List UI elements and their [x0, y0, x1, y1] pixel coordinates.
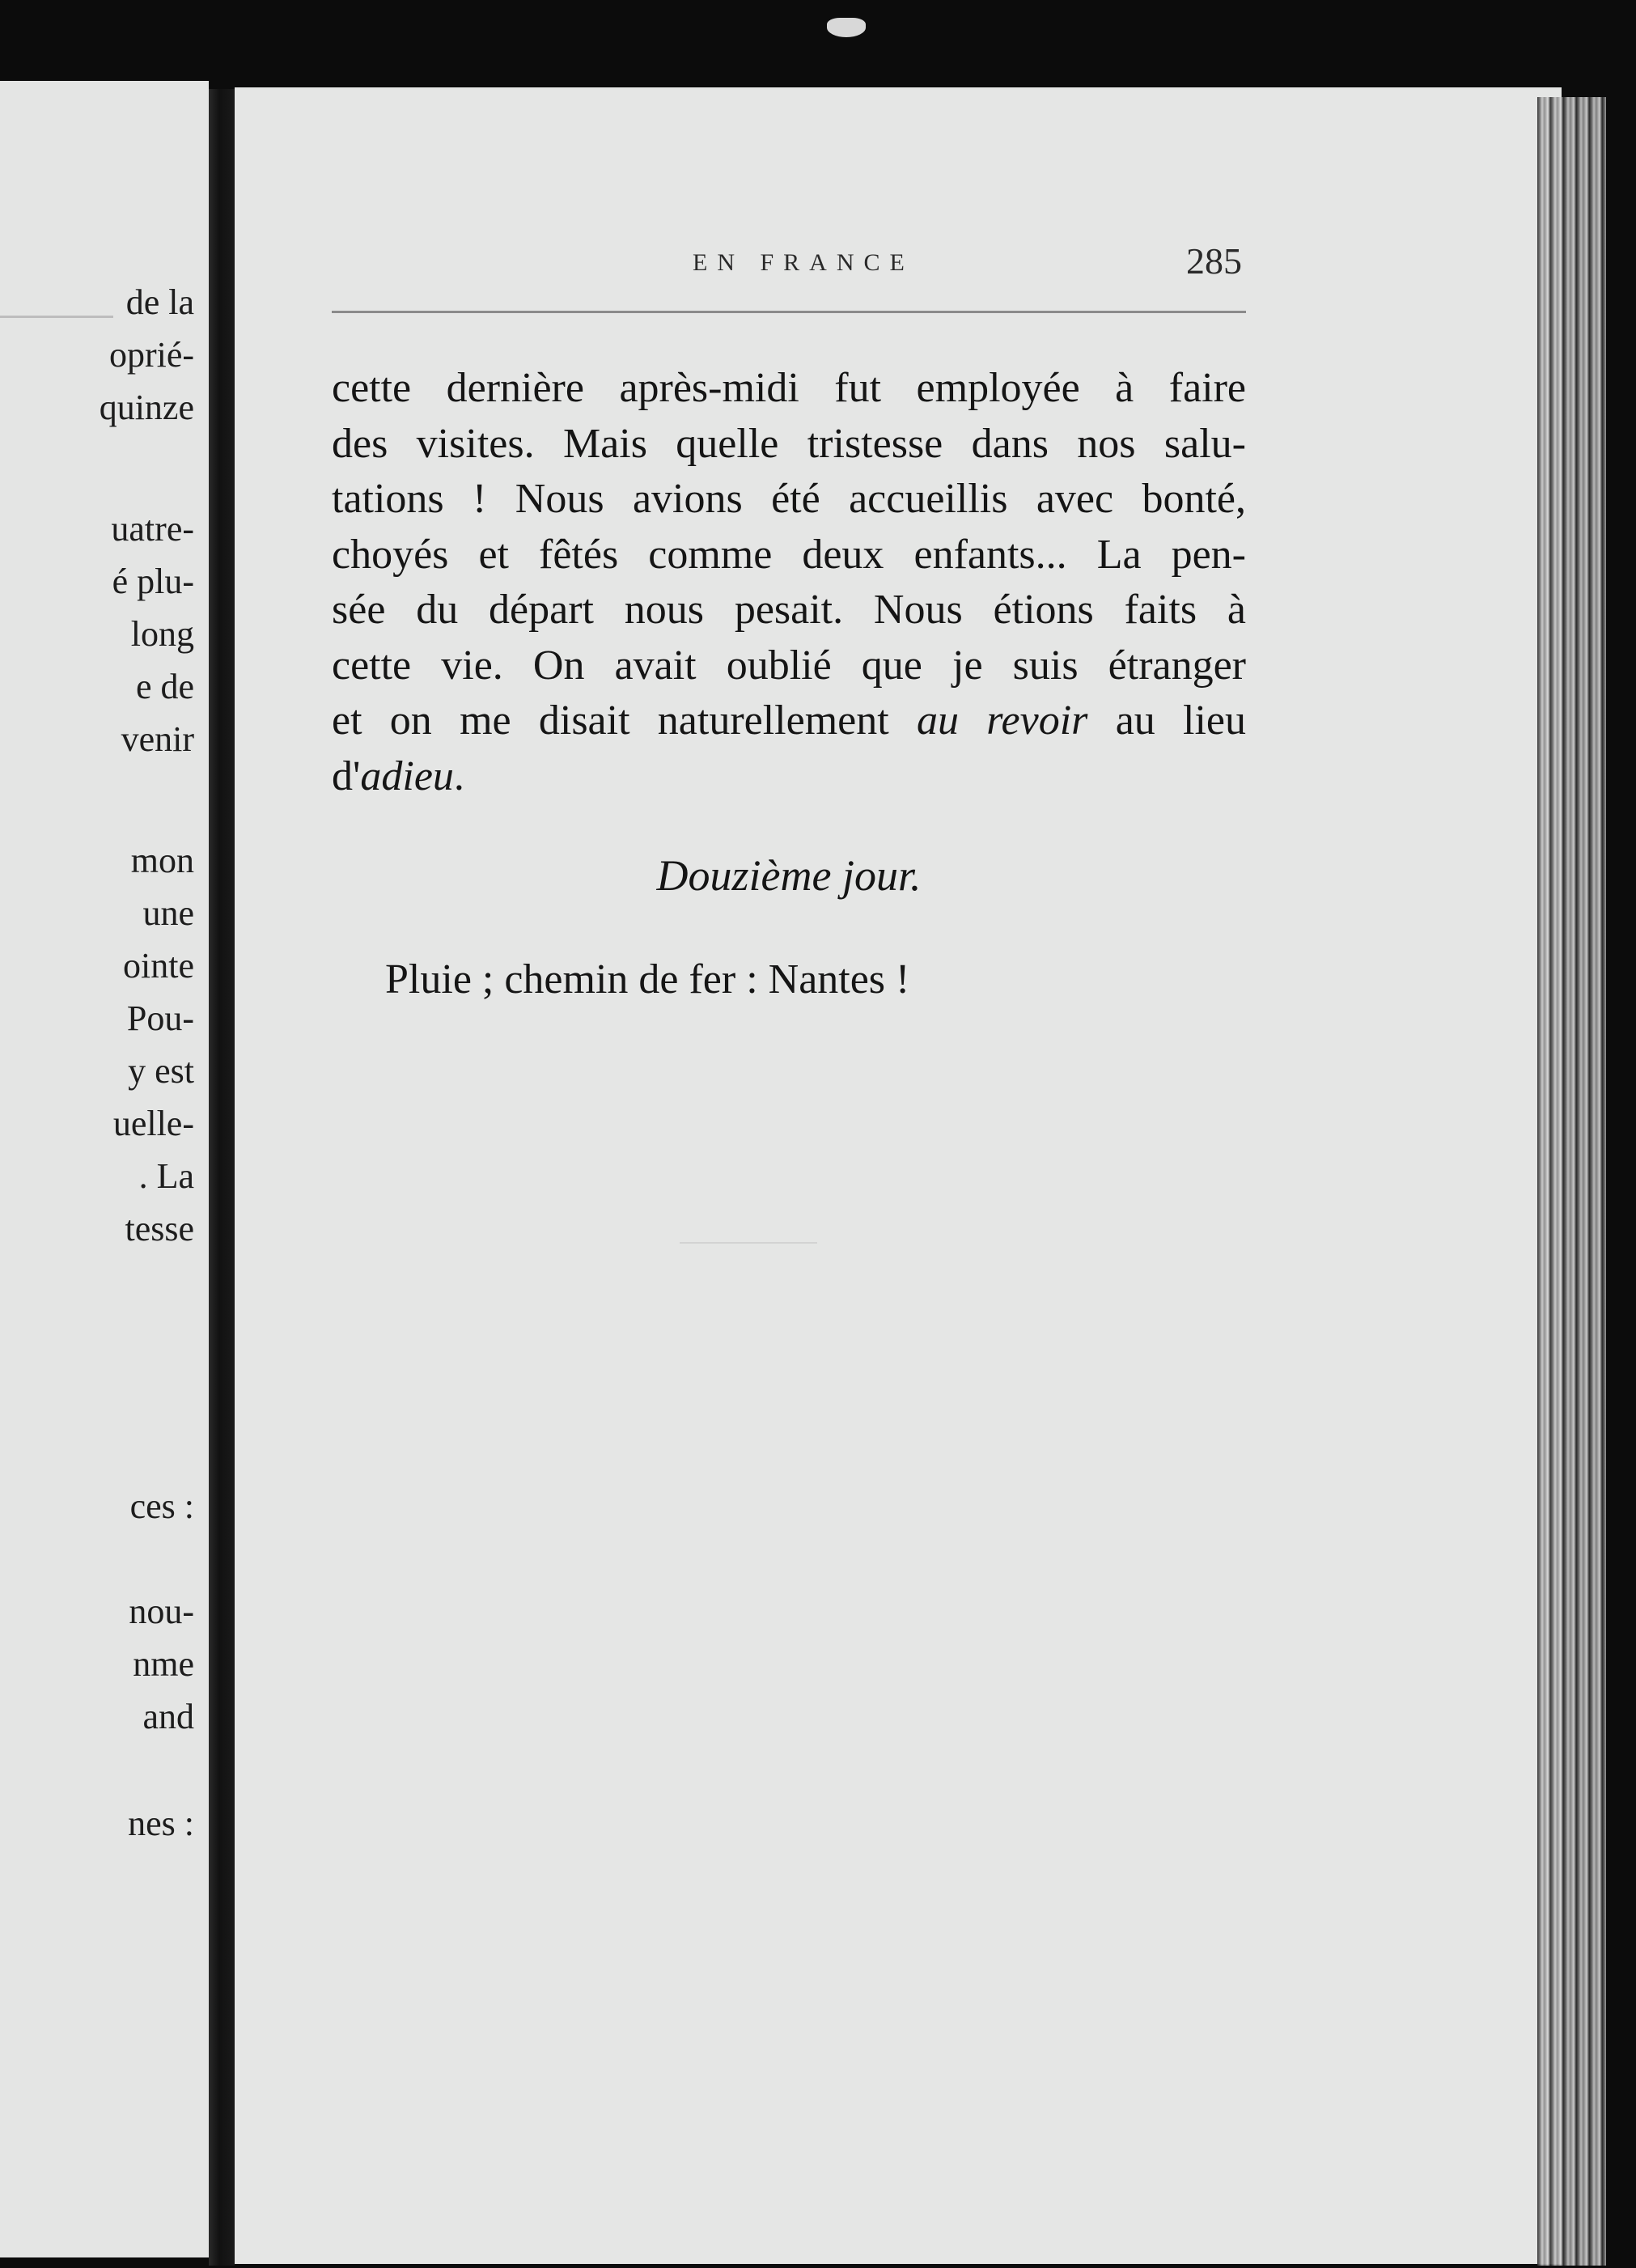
left-page-line: Pou-	[126, 998, 194, 1038]
left-page-line: long	[130, 614, 194, 654]
body-line	[332, 749, 1246, 805]
body-line: sée du départ nous pesait. Nous étions faits à	[332, 587, 1246, 633]
left-page-line: une	[142, 893, 194, 933]
left-page-line: de la	[125, 282, 194, 322]
body-text-run: d'	[332, 752, 361, 799]
left-page-line: é plu-	[112, 562, 194, 601]
left-page-line: y est	[128, 1051, 194, 1091]
body-line: des visites. Mais quelle tristesse dans nos salu-	[332, 420, 1246, 467]
header-rule	[332, 311, 1246, 313]
left-page-line: ces :	[129, 1486, 194, 1526]
left-page-rule	[0, 316, 113, 318]
body-paragraph	[332, 361, 1246, 804]
page-number: 285	[1186, 240, 1242, 282]
body-text-run: au lieu	[1115, 697, 1247, 744]
running-head: EN FRANCE	[693, 249, 914, 276]
body-line: tations ! Nous avions été accueillis avec bonté,	[332, 476, 1246, 522]
left-page-line: uatre-	[111, 509, 194, 549]
page-fore-edge	[1537, 97, 1606, 2266]
scan-border	[1606, 81, 1636, 2268]
italic-phrase: adieu	[360, 752, 454, 799]
body-line: choyés et fêtés comme deux enfants... La pen-	[332, 531, 1246, 578]
left-page-line: ointe	[123, 946, 194, 986]
left-page-line: and	[142, 1697, 194, 1736]
left-page-line: . La	[138, 1156, 194, 1196]
body-text-run: et on me disait naturellement	[332, 697, 889, 744]
left-page-line: e de	[135, 667, 194, 706]
left-page-line: quinze	[99, 388, 194, 427]
italic-phrase: au revoir	[916, 697, 1088, 744]
left-page-line: venir	[121, 719, 194, 759]
left-page-line: mon	[130, 841, 194, 880]
left-page-line: oprié-	[108, 335, 194, 375]
section-heading: Douzième jour.	[656, 851, 922, 900]
left-page	[0, 81, 209, 2257]
body-text-run: .	[453, 752, 464, 799]
body-line: cette dernière après-midi fut employée à faire	[332, 365, 1246, 411]
left-page-line: nes :	[128, 1804, 194, 1843]
left-page-line: nou-	[129, 1592, 194, 1631]
left-page-line: tesse	[125, 1209, 194, 1248]
binding-mark	[827, 18, 866, 37]
book-gutter	[209, 89, 235, 2266]
body-line: cette vie. On avait oublié que je suis étranger	[332, 642, 1246, 689]
section-text: Pluie ; chemin de fer : Nantes !	[385, 956, 910, 1003]
body-line	[332, 693, 1246, 749]
left-page-line: nme	[133, 1644, 194, 1684]
left-page-line: uelle-	[112, 1104, 194, 1143]
faint-ornament	[680, 1242, 817, 1244]
